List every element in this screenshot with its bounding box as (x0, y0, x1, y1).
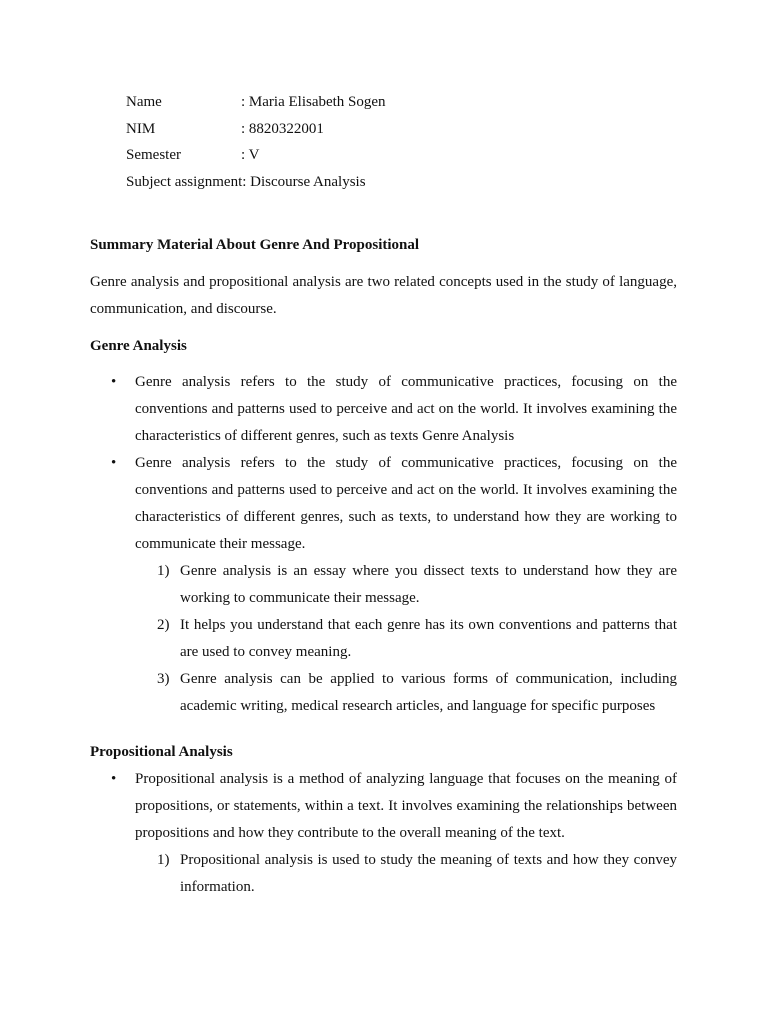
list-item (135, 847, 677, 901)
list-number: 2) (157, 617, 170, 633)
list-text: Propositional analysis is used to study the meaning of texts and how they convey information. (180, 852, 677, 895)
semester-label: Semester (126, 147, 181, 164)
bullet-icon: • (111, 374, 117, 390)
document-body (90, 232, 677, 901)
list-item (135, 558, 677, 612)
name-label: Name (126, 94, 162, 110)
bullet-text: Genre analysis refers to the study of communicative practices, focusing on the conventions and patterns used to perceive and act on the world. It involves examining the characteristics of different genres, such as texts Genre Analysis (135, 374, 677, 444)
bullet-icon: • (111, 771, 117, 787)
propositional-bullet-list (90, 766, 677, 901)
name-value: : Maria Elisabeth Sogen (241, 94, 386, 110)
list-number: 3) (157, 671, 170, 687)
bullet-text: Propositional analysis is a method of analyzing language that focuses on the meaning of propositions, or statements, within a text. It involves examining the relationships between propositions and how they contribute to the overall meaning of the text. (135, 771, 677, 841)
student-info (126, 89, 386, 196)
list-item (90, 766, 677, 901)
propositional-numbered-list (135, 847, 677, 901)
info-row-subject (126, 169, 386, 196)
propositional-heading: Propositional Analysis (90, 744, 233, 760)
genre-numbered-list (135, 558, 677, 720)
info-row-name (126, 89, 386, 116)
semester-value: : V (241, 147, 260, 164)
list-text: Genre analysis can be applied to various forms of communication, including academic writing, medical research articles, and language for specific purposes (180, 671, 677, 714)
info-row-nim (126, 116, 386, 143)
intro-paragraph: Genre analysis and propositional analysis are two related concepts used in the study of language, communication, and discourse. (90, 274, 677, 317)
genre-bullet-list (90, 369, 677, 720)
nim-label: NIM (126, 120, 156, 137)
list-number: 1) (157, 563, 170, 579)
document-title: Summary Material About Genre And Propositional (90, 237, 420, 253)
list-item (90, 369, 677, 450)
list-item (135, 612, 677, 666)
list-item (90, 450, 677, 720)
nim-value: : 8820322001 (241, 120, 324, 137)
list-number: 1) (157, 852, 170, 868)
bullet-text: Genre analysis refers to the study of communicative practices, focusing on the conventions and patterns used to perceive and act on the world. It involves examining the characteristics of different genres, such as texts, to understand how they are working to communicate their message. (135, 455, 677, 552)
genre-heading: Genre Analysis (90, 338, 187, 354)
list-text: Genre analysis is an essay where you dissect texts to understand how they are working to communicate their message. (180, 563, 677, 606)
info-row-semester (126, 142, 386, 169)
list-text: It helps you understand that each genre has its own conventions and patterns that are used to convey meaning. (180, 617, 677, 660)
list-item (135, 666, 677, 720)
subject-line: Subject assignment: Discourse Analysis (126, 174, 366, 191)
bullet-icon: • (111, 455, 117, 471)
